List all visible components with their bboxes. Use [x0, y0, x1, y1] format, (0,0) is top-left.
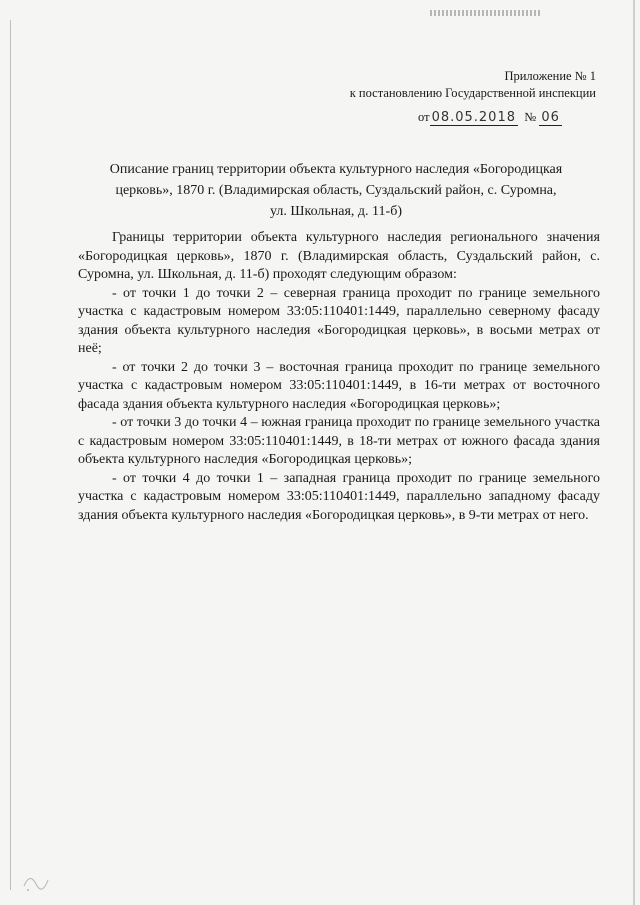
intro-paragraph: Границы территории объекта культурного наследия регионального значения «Богородицкая церковь», 1870 г. (Владимирская область, Суздальский район, с. Суромна, ул. Школьная, д. 11-б) проходят следующим образом:	[78, 230, 600, 282]
number-prefix: №	[524, 110, 537, 124]
date-number-line	[418, 110, 598, 130]
document-title	[96, 159, 576, 222]
scan-edge-right	[633, 0, 635, 905]
handwritten-date: 08.05.2018	[431, 110, 516, 125]
title-line-1: Описание границ территории объекта культурного наследия «Богородицкая	[109, 162, 563, 177]
title-line-3: ул. Школьная, д. 11-б)	[270, 204, 402, 219]
scan-artifact-doodle	[20, 866, 60, 894]
boundary-east-paragraph: - от точки 2 до точки 3 – восточная граница проходит по границе земельного участка с кадастровым номером 33:05:110401:1449, в 16-ти метрах от восточного фасада здания объекта культурного наследия «Богородицкая церковь»;	[78, 359, 600, 412]
boundary-west-paragraph: - от точки 4 до точки 1 – западная граница проходит по границе земельного участка с кадастровым номером 33:05:110401:1449, параллельно западному фасаду здания объекта культурного наследия «Богородицкая церковь», в 9-ти метрах от него.	[78, 470, 600, 523]
boundary-south-paragraph: - от точки 3 до точки 4 – южная граница проходит по границе земельного участка с кадастровым номером 33:05:110401:1449, в 18-ти метрах от южного фасада здания объекта культурного наследия «Богородицкая церковь»;	[78, 415, 600, 467]
appendix-number: Приложение № 1	[504, 69, 596, 83]
handwritten-number: 06	[541, 110, 560, 125]
document-body	[78, 229, 600, 525]
appendix-header	[350, 68, 596, 102]
date-prefix: от	[418, 110, 430, 124]
scan-edge-left	[10, 20, 11, 890]
appendix-reference: к постановлению Государственной инспекции	[349, 86, 596, 100]
scan-top-marks	[430, 10, 540, 16]
title-line-2: церковь», 1870 г. (Владимирская область, Суздальский район, с. Суромна,	[115, 183, 557, 198]
boundary-north-paragraph: - от точки 1 до точки 2 – северная граница проходит по границе земельного участка с кадастровым номером 33:05:110401:1449, параллельно северному фасаду здания объекта культурного наследия «Богородицкая церковь», в восьми метрах от неё;	[78, 285, 600, 356]
